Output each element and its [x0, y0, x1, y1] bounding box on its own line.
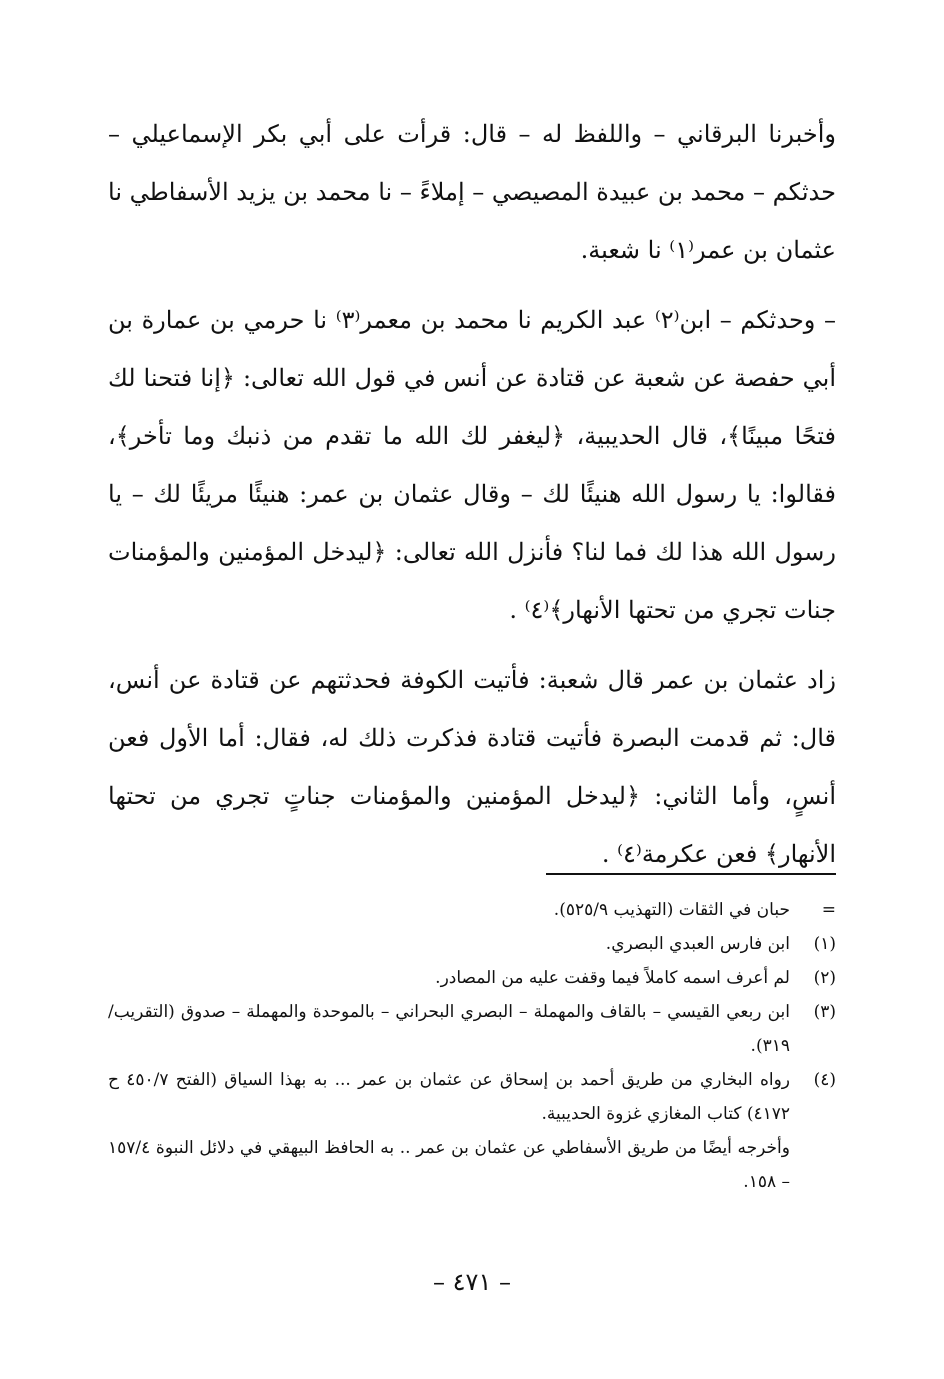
footnote-divider [546, 873, 836, 875]
footnote-1 [108, 927, 836, 961]
paragraph-1 [108, 105, 836, 279]
continuation-mark: = [821, 900, 836, 920]
footnote-number: (٤) [813, 1070, 836, 1090]
footnote-text: ابن ربعي القيسي – بالقاف والمهملة – البصري البحراني – بالموحدة والمهملة – صدوق (التقريب/٣١٩). [108, 1002, 790, 1056]
footnote-text: وأخرجه أيضًا من طريق الأسفاطي عن عثمان بن عمر .. به الحافظ البيهقي في دلائل النبوة ١٥٧/٤ – ١٥٨. [108, 1138, 790, 1192]
footnote-text: ابن فارس العبدي البصري. [605, 934, 790, 954]
main-text [108, 105, 836, 895]
footnote-4 [108, 1063, 836, 1131]
footnote-text: لم أعرف اسمه كاملاً فيما وقفت عليه من المصادر. [435, 968, 790, 988]
footnote-2 [108, 961, 836, 995]
footnote-number: (١) [813, 934, 836, 954]
footnote-text: رواه البخاري من طريق أحمد بن إسحاق عن عثمان بن عمر ... به بهذا السياق (الفتح ٤٥٠/٧ ح ٤١٧٢) كتاب المغازي غزوة الحديبية. [108, 1070, 790, 1124]
footnote-3 [108, 995, 836, 1063]
footnote-number: (٢) [813, 968, 836, 988]
footnote-text: حبان في الثقات (التهذيب ٥٢٥/٩). [553, 900, 790, 920]
footnote-continuation [108, 893, 836, 927]
paragraph-2 [108, 291, 836, 639]
footnotes [108, 893, 836, 1199]
footnote-4-continuation [108, 1131, 836, 1199]
footnote-number: (٣) [813, 1002, 836, 1022]
paragraph-text: – وحدثكم – ابن⁽٢⁾ عبد الكريم نا محمد بن معمر⁽٣⁾ نا حرمي بن عمارة بن أبي حفصة عن شعبة عن قتادة عن أنس في قول الله تعالى: ﴿إنا فتحنا لك فتحًا مبينًا﴾، قال الحديبية، ﴿ليغفر لك الله ما تقدم من ذنبك وما تأخر﴾، فقالوا: يا رسول الله هنيئًا لك – وقال عثمان بن عمر: هنيئًا مريئًا لك – يا رسول الله هذا لك فما لنا؟ فأنزل الله تعالى: ﴿ليدخل المؤمنين والمؤمنات جنات تجري من تحتها الأنهار﴾⁽٤⁾ . [108, 306, 837, 624]
paragraph-3 [108, 651, 836, 883]
paragraph-text: وأخبرنا البرقاني – واللفظ له – قال: قرأت على أبي بكر الإسماعيلي – حدثكم – محمد بن عبيدة المصيصي – إملاءً – نا محمد بن يزيد الأسفاطي نا عثمان بن عمر⁽١⁾ نا شعبة. [108, 120, 836, 264]
paragraph-text: زاد عثمان بن عمر قال شعبة: فأتيت الكوفة فحدثتهم عن قتادة عن أنس، قال: ثم قدمت البصرة فأتيت قتادة فذكرت ذلك له، فقال: أما الأول فعن أنسٍ، وأما الثاني: ﴿ليدخل المؤمنين والمؤمنات جناتٍ تجري من تحتها الأنهار﴾ فعن عكرمة⁽٤⁾ . [108, 666, 836, 868]
page-number: – ٤٧١ – [433, 1268, 511, 1296]
